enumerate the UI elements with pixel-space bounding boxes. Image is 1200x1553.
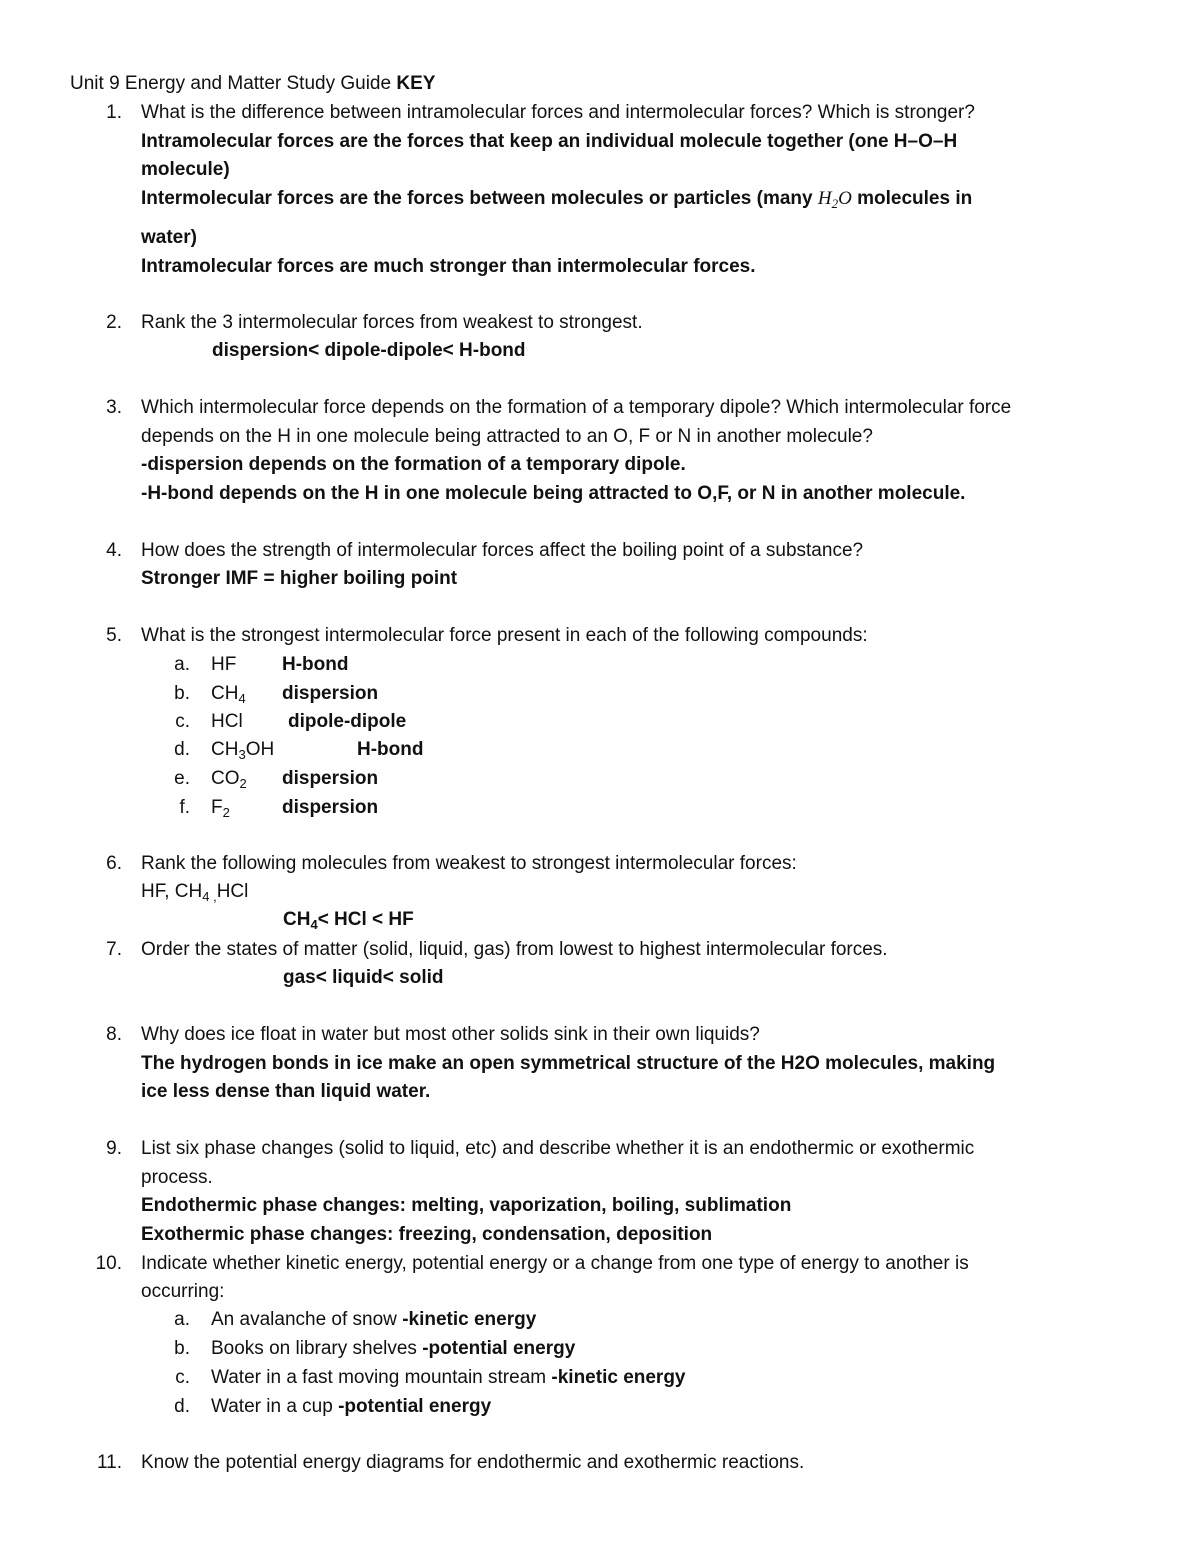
answer-text: -dispersion depends on the formation of a temporary dipole. (141, 454, 686, 475)
compound-formula (211, 797, 230, 819)
title-key: KEY (396, 73, 436, 94)
question-number: 6. (106, 853, 122, 874)
answer-segment: CH (283, 909, 311, 930)
answer-text: Intramolecular forces are the forces that keep an individual molecule together (one H–O–H (141, 131, 958, 152)
answer-text: dispersion (282, 768, 379, 789)
question-number: 5. (106, 625, 122, 646)
question-text: Rank the 3 intermolecular forces from weakest to strongest. (141, 312, 643, 333)
answer-text: dispersion< dipole-dipole< H-bond (212, 340, 526, 361)
list-item (211, 1338, 575, 1360)
formula-h: H (817, 188, 832, 209)
compound-subscript: 2 (239, 776, 247, 791)
list-item (211, 1396, 491, 1418)
question-number: 2. (106, 312, 122, 333)
answer-subscript: 4 (310, 917, 318, 932)
question-text: process. (141, 1167, 213, 1188)
answer-text: -kinetic energy (551, 1367, 686, 1388)
item-text: Books on library shelves (211, 1338, 423, 1359)
question-number: 1. (106, 102, 122, 123)
list-letter: e. (174, 768, 190, 789)
item-text: Water in a cup (211, 1396, 339, 1417)
compound-text: HF (211, 654, 237, 675)
compound-subscript: 3 (238, 747, 246, 762)
question-number: 7. (106, 939, 122, 960)
answer-text: Intramolecular forces are much stronger than intermolecular forces. (141, 256, 756, 277)
question-text: What is the strongest intermolecular force present in each of the following compounds: (141, 625, 868, 646)
molecule-list-text: HCl (216, 881, 249, 902)
question-number: 3. (106, 397, 122, 418)
question-number: 9. (106, 1138, 122, 1159)
answer-text: -H-bond depends on the H in one molecule being attracted to O,F, or N in another molecule. (141, 483, 966, 504)
question-text: Indicate whether kinetic energy, potential energy or a change from one type of energy to another is (141, 1253, 969, 1274)
list-letter: d. (174, 739, 190, 760)
answer-text: Stronger IMF = higher boiling point (141, 568, 458, 589)
list-letter: a. (174, 654, 190, 675)
compound-formula (211, 739, 274, 761)
compound-text: HCl (211, 711, 243, 732)
answer-text: water) (141, 227, 197, 248)
list-letter: c. (175, 711, 190, 732)
title-text: Unit 9 Energy and Matter Study Guide (70, 73, 397, 94)
answer-text (283, 909, 414, 931)
answer-text: Exothermic phase changes: freezing, condensation, deposition (141, 1224, 713, 1245)
compound-formula (211, 768, 247, 790)
compound-text: CH (211, 683, 239, 704)
answer-text: H-bond (282, 654, 349, 675)
answer-text: -potential energy (338, 1396, 492, 1417)
compound-text: OH (245, 739, 275, 760)
question-number: 8. (106, 1024, 122, 1045)
question-text: depends on the H in one molecule being attracted to an O, F or N in another molecule? (141, 426, 873, 447)
list-letter: a. (174, 1309, 190, 1330)
molecule-list-text: HF, CH (141, 881, 203, 902)
answer-text: dipole-dipole (288, 711, 407, 732)
question-text: Rank the following molecules from weakest to strongest intermolecular forces: (141, 853, 797, 874)
molecule-subscript: 4 (202, 889, 210, 904)
molecule-list-separator: , (209, 889, 217, 904)
question-number: 10. (95, 1253, 122, 1274)
answer-text: -potential energy (422, 1338, 576, 1359)
item-text: An avalanche of snow (211, 1309, 403, 1330)
answer-segment: molecules in (851, 188, 973, 209)
question-number: 11. (96, 1452, 122, 1473)
compound-text: CO (211, 768, 240, 789)
compound-formula (211, 654, 236, 676)
answer-text: Endothermic phase changes: melting, vaporization, boiling, sublimation (141, 1195, 792, 1216)
list-letter: b. (174, 683, 190, 704)
answer-text (141, 188, 972, 210)
list-letter: f. (179, 797, 190, 818)
list-item (211, 1367, 686, 1389)
question-text: What is the difference between intramolecular forces and intermolecular forces? Which is stronger? (141, 102, 975, 123)
answer-segment: < HCl < HF (317, 909, 414, 930)
compound-formula (211, 683, 246, 705)
answer-text: dispersion (282, 797, 379, 818)
question-text: Why does ice float in water but most other solids sink in their own liquids? (141, 1024, 760, 1045)
question-text: occurring: (141, 1281, 225, 1302)
question-text: List six phase changes (solid to liquid, etc) and describe whether it is an endothermic or exothermic (141, 1138, 975, 1159)
list-letter: d. (174, 1396, 190, 1417)
compound-formula (211, 711, 243, 733)
compound-subscript: 4 (238, 691, 246, 706)
formula-subscript: 2 (831, 196, 839, 211)
answer-segment: Intermolecular forces are the forces between molecules or particles (many (141, 188, 818, 209)
question-text: How does the strength of intermolecular forces affect the boiling point of a substance? (141, 540, 864, 561)
question-text: Order the states of matter (solid, liquid, gas) from lowest to highest intermolecular forces. (141, 939, 888, 960)
answer-text: The hydrogen bonds in ice make an open symmetrical structure of the H2O molecules, making (141, 1053, 996, 1074)
answer-text: -kinetic energy (402, 1309, 537, 1330)
question-text: Know the potential energy diagrams for endothermic and exothermic reactions. (141, 1452, 805, 1473)
answer-text: molecule) (141, 159, 230, 180)
molecule-list (141, 881, 248, 903)
compound-text: F (211, 797, 223, 818)
answer-text: H-bond (357, 739, 424, 760)
compound-text: CH (211, 739, 239, 760)
list-item (211, 1309, 536, 1331)
answer-text: ice less dense than liquid water. (141, 1081, 431, 1102)
question-text: Which intermolecular force depends on the formation of a temporary dipole? Which intermolecular force (141, 397, 1012, 418)
list-letter: c. (175, 1367, 190, 1388)
compound-subscript: 2 (222, 805, 230, 820)
answer-text: gas< liquid< solid (283, 967, 444, 988)
page-title (70, 73, 435, 95)
question-number: 4. (106, 540, 122, 561)
list-letter: b. (174, 1338, 190, 1359)
item-text: Water in a fast moving mountain stream (211, 1367, 552, 1388)
answer-text: dispersion (282, 683, 379, 704)
formula-o: O (838, 188, 852, 209)
